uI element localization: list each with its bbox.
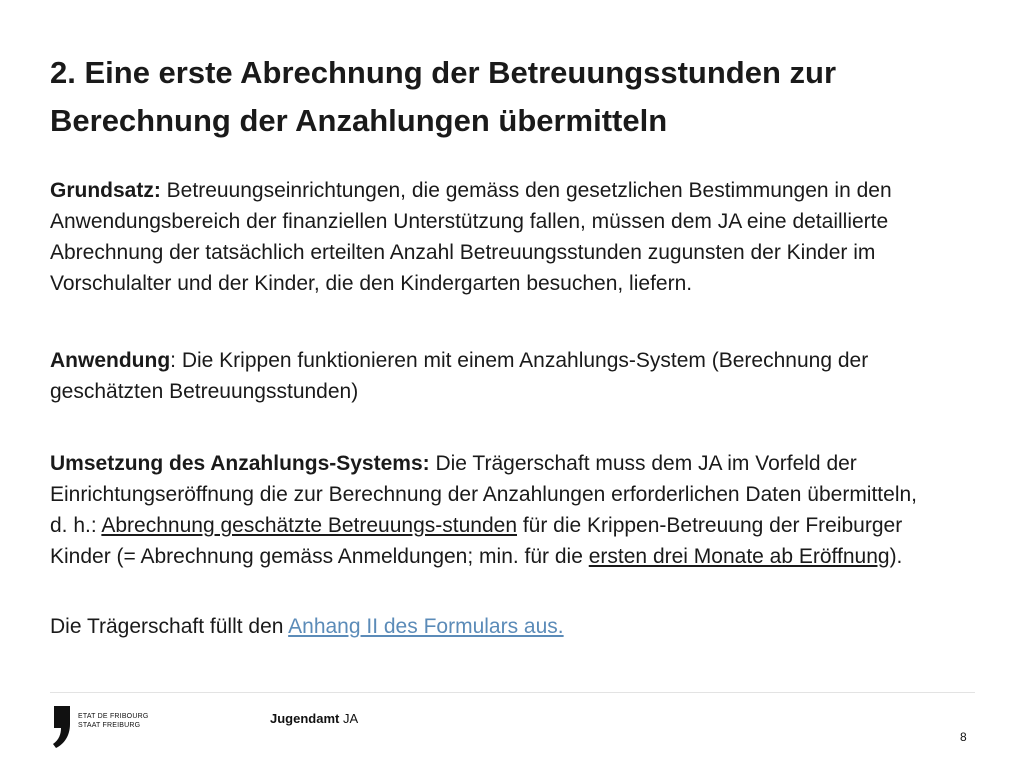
page-number: 8 [960,730,967,744]
paragraph-umsetzung [50,448,930,572]
paragraph-traegerschaft [50,611,930,642]
grundsatz-label: Grundsatz: [50,179,161,202]
umsetzung-underline-estimate: Abrechnung geschätzte Betreuungs-stunden [101,514,517,537]
footer-department [270,711,358,726]
anwendung-text: : Die Krippen funktionieren mit einem Anzahlungs-System (Berechnung der geschätzten Betreuungsstunden) [50,349,869,403]
grundsatz-text: Betreuungseinrichtungen, die gemäss den gesetzlichen Bestimmungen in den Anwendungsbereich der finanziellen Unterstützung fallen, müssen dem JA eine detaillierte Abrechnung der tatsächlich erteilten Anzahl Betreuungsstunden zugunsten der Kinder im Vorschulalter und der Kinder, die den Kindergarten besuchen, liefern. [50,179,892,295]
anwendung-label: Anwendung [50,349,171,372]
fribourg-comma-logo-icon [50,704,76,748]
department-abbr: JA [339,711,359,726]
umsetzung-underline-months: ersten drei Monate ab Eröffnung [588,545,890,568]
umsetzung-text-1: Die Trägerschaft muss dem JA im Vorfeld der Einrichtungseröffnung die zur Berechnung der Anzahlungen erforderlichen Daten übermitteln, d. h.: [50,452,917,537]
umsetzung-text-2: für die Krippen-Betreuung der Freiburger Kinder (= Abrechnung gemäss Anmeldungen; min. für die [50,514,903,568]
paragraph-anwendung [50,345,930,407]
traegerschaft-text: Die Trägerschaft füllt den [50,615,289,638]
paragraph-grundsatz [50,175,930,299]
logo-line-etat: ETAT DE FRIBOURG [78,713,149,720]
anhang-link[interactable]: Anhang II des Formulars aus. [288,615,564,638]
umsetzung-text-3: ). [889,545,903,568]
logo-wordmark [78,712,148,730]
slide-title: 2. Eine erste Abrechnung der Betreuungsstunden zur Berechnung der Anzahlungen übermitteln [50,55,837,138]
department-name: Jugendamt [270,711,340,726]
logo-line-staat: STAAT FREIBURG [78,722,141,729]
umsetzung-label: Umsetzung des Anzahlungs-Systems: [50,452,430,475]
footer-divider [50,692,975,693]
